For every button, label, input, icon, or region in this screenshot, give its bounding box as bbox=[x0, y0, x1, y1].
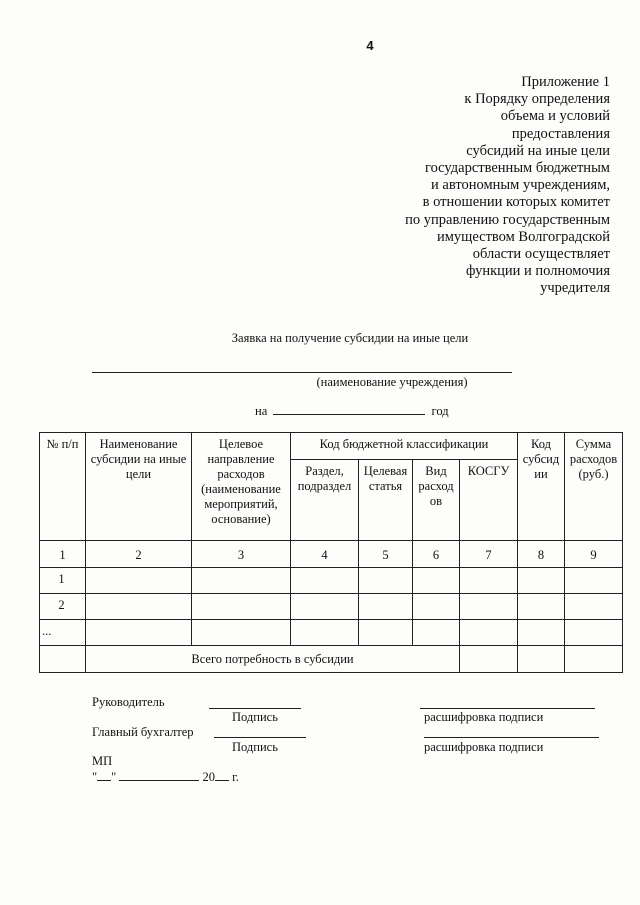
table-cell bbox=[291, 568, 359, 594]
appendix-line: Приложение 1 bbox=[521, 74, 610, 90]
head-signature-line bbox=[209, 708, 301, 709]
header-budget-code: Код бюджетной классификации bbox=[291, 433, 518, 460]
institution-name-line bbox=[92, 372, 512, 373]
header-num: № п/п bbox=[40, 433, 86, 541]
column-number: 2 bbox=[86, 541, 192, 568]
table-cell bbox=[291, 594, 359, 620]
table-cell bbox=[40, 646, 86, 673]
table-cell bbox=[413, 594, 460, 620]
table-cell bbox=[192, 620, 291, 646]
header-subsidy-code: Код субсид ии bbox=[518, 433, 565, 541]
column-number: 7 bbox=[460, 541, 518, 568]
column-number: 4 bbox=[291, 541, 359, 568]
header-purpose: Целевое направление расходов (наименование мероприятий, основание) bbox=[192, 433, 291, 541]
institution-caption: (наименование учреждения) bbox=[316, 375, 468, 389]
form-title: Заявка на получение субсидии на иные цели bbox=[231, 331, 469, 345]
table-cell bbox=[359, 620, 413, 646]
accountant-label: Главный бухгалтер bbox=[92, 725, 194, 739]
date-line bbox=[92, 769, 239, 785]
row-number: 1 bbox=[40, 568, 86, 594]
period-prefix: на bbox=[255, 404, 268, 418]
table-cell bbox=[518, 620, 565, 646]
date-year-prefix: 20 bbox=[202, 770, 215, 784]
table-cell bbox=[413, 620, 460, 646]
page-number: 4 bbox=[366, 38, 374, 53]
head-decoding-line bbox=[420, 708, 595, 709]
column-number: 9 bbox=[565, 541, 623, 568]
appendix-line: объема и условий bbox=[500, 108, 610, 125]
table-cell bbox=[518, 646, 565, 673]
table-cell bbox=[86, 594, 192, 620]
month-blank bbox=[119, 769, 199, 781]
table-cell bbox=[460, 620, 518, 646]
header-target-item: Целевая статья bbox=[359, 460, 413, 541]
header-expense-type: Вид расход ов bbox=[413, 460, 460, 541]
appendix-line: к Порядку определения bbox=[464, 91, 610, 108]
row-number: 2 bbox=[40, 594, 86, 620]
table-cell bbox=[413, 568, 460, 594]
appendix-line: имуществом Волгоградской bbox=[436, 228, 610, 245]
table-cell bbox=[460, 646, 518, 673]
table-cell bbox=[291, 620, 359, 646]
date-quote-close: " bbox=[111, 770, 117, 784]
period-suffix: год bbox=[431, 404, 449, 418]
appendix-line: в отношении которых комитет bbox=[422, 194, 610, 211]
header-subsidy-name: Наименование субсидии на иные цели bbox=[86, 433, 192, 541]
table-cell bbox=[359, 568, 413, 594]
column-number: 5 bbox=[359, 541, 413, 568]
total-row bbox=[40, 646, 623, 673]
table-cell bbox=[518, 594, 565, 620]
table-cell bbox=[86, 620, 192, 646]
table-cell bbox=[518, 568, 565, 594]
table-row bbox=[40, 620, 623, 646]
column-number: 3 bbox=[192, 541, 291, 568]
accountant-signature-line bbox=[214, 737, 306, 738]
table-cell bbox=[565, 620, 623, 646]
table-cell bbox=[565, 646, 623, 673]
appendix-line: по управлению государственным bbox=[405, 211, 610, 228]
table-cell bbox=[565, 594, 623, 620]
accountant-signature-caption: Подпись bbox=[232, 740, 278, 754]
appendix-line: учредителя bbox=[540, 280, 610, 297]
table-cell bbox=[192, 568, 291, 594]
table-cell bbox=[565, 568, 623, 594]
appendix-line: предоставления bbox=[511, 125, 610, 142]
seal-label: МП bbox=[92, 754, 113, 768]
table-cell bbox=[86, 568, 192, 594]
appendix-line: и автономным учреждениям, bbox=[431, 177, 610, 194]
period-blank bbox=[273, 403, 425, 415]
table-cell bbox=[359, 594, 413, 620]
column-number: 8 bbox=[518, 541, 565, 568]
row-number: ... bbox=[40, 620, 86, 646]
date-year-suffix: г. bbox=[232, 770, 239, 784]
head-decoding-caption: расшифровка подписи bbox=[424, 710, 544, 724]
subsidy-request-table bbox=[39, 432, 623, 673]
total-label: Всего потребность в субсидии bbox=[86, 646, 460, 673]
head-label: Руководитель bbox=[92, 695, 165, 709]
appendix-block bbox=[310, 74, 610, 298]
appendix-line: субсидий на иные цели bbox=[466, 142, 610, 159]
accountant-decoding-line bbox=[424, 737, 599, 738]
header-amount: Сумма расходов (руб.) bbox=[565, 433, 623, 541]
table-row bbox=[40, 568, 623, 594]
table-cell bbox=[192, 594, 291, 620]
year-blank bbox=[215, 769, 229, 781]
appendix-line: области осуществляет bbox=[472, 246, 610, 263]
table-cell bbox=[460, 594, 518, 620]
period-line bbox=[255, 403, 449, 419]
appendix-line: функции и полномочия bbox=[466, 263, 610, 280]
head-signature-caption: Подпись bbox=[232, 710, 278, 724]
column-number: 1 bbox=[40, 541, 86, 568]
column-number: 6 bbox=[413, 541, 460, 568]
date-quote-open: " bbox=[92, 770, 98, 784]
header-kosgu: КОСГУ bbox=[460, 460, 518, 541]
day-blank bbox=[97, 769, 111, 781]
appendix-line: государственным бюджетным bbox=[424, 160, 610, 177]
accountant-decoding-caption: расшифровка подписи bbox=[424, 740, 544, 754]
table-cell bbox=[460, 568, 518, 594]
table-row bbox=[40, 594, 623, 620]
header-section: Раздел, подраздел bbox=[291, 460, 359, 541]
